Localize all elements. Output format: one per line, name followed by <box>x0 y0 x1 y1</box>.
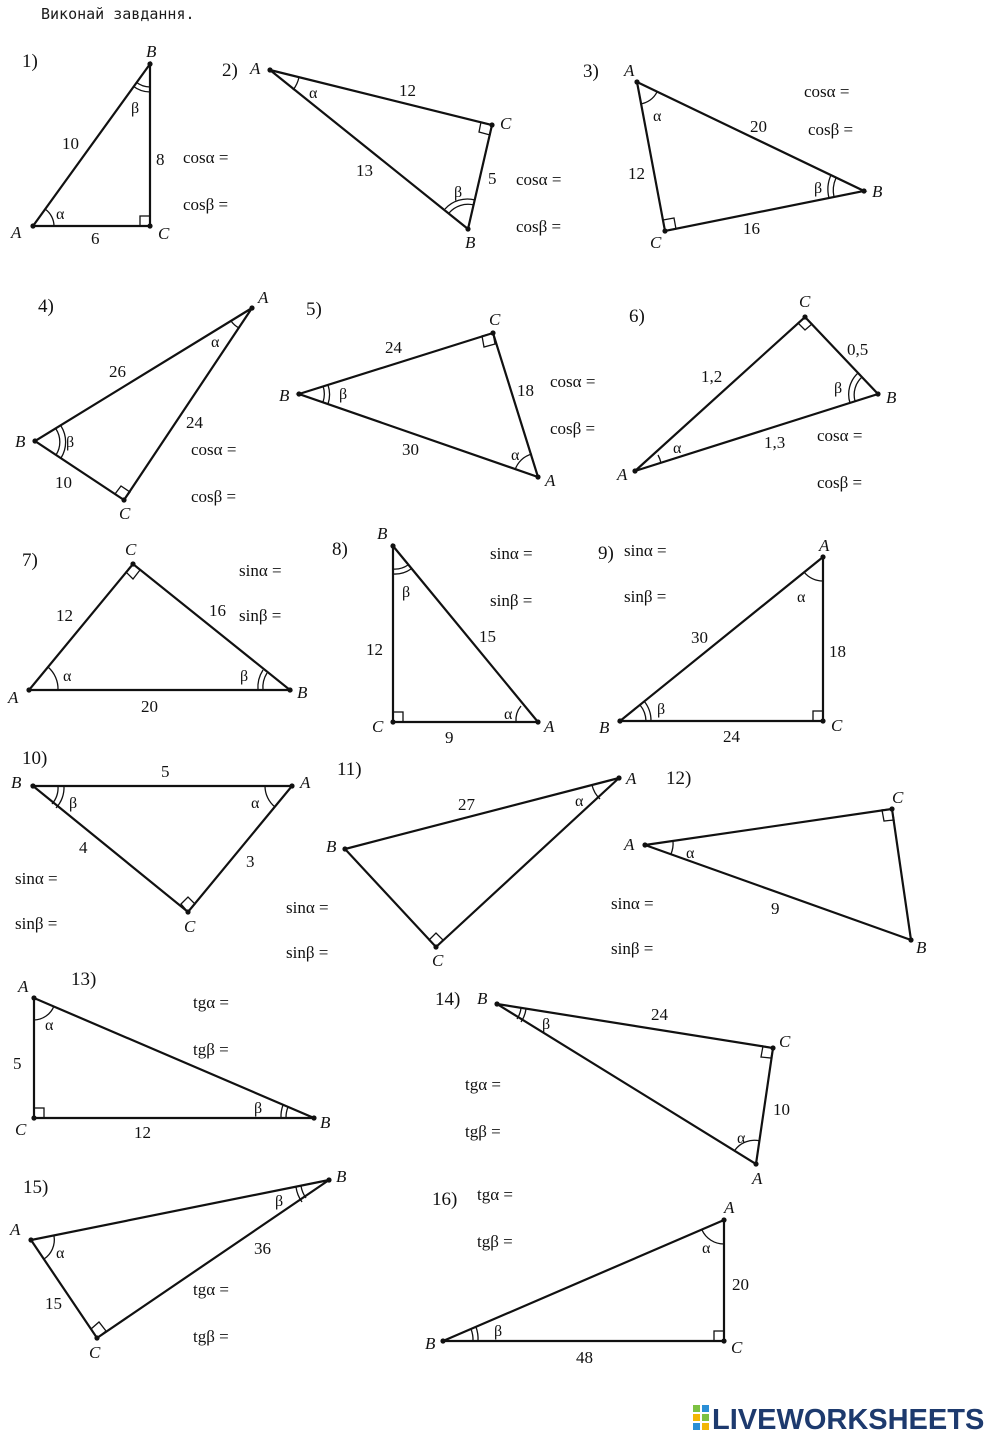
vertex-label: B <box>377 524 388 543</box>
side-length: 13 <box>356 161 373 180</box>
angle-label: α <box>702 1240 711 1257</box>
side-length: 8 <box>156 150 165 169</box>
answer-prompt[interactable]: tgα = <box>193 993 229 1012</box>
angle-label: β <box>240 668 249 685</box>
angle-alpha-arc <box>265 786 275 807</box>
triangle <box>637 82 864 231</box>
triangle <box>31 1180 329 1338</box>
side-length: 36 <box>254 1239 271 1258</box>
angle-label: α <box>56 1245 65 1262</box>
side-length: 30 <box>691 628 708 647</box>
vertex-label: B <box>320 1113 331 1132</box>
answer-prompt[interactable]: tgβ = <box>193 1327 229 1346</box>
problem-number: 5) <box>306 299 322 320</box>
brand-name: LIVEWORKSHEETS <box>712 1404 985 1436</box>
angle-beta-arc <box>393 569 411 574</box>
angle-beta-arc <box>828 175 831 198</box>
answer-prompt[interactable]: cosα = <box>516 170 562 189</box>
side-length: 20 <box>732 1275 749 1294</box>
angle-beta-arc <box>328 385 330 404</box>
side-length: 10 <box>773 1100 790 1119</box>
side-length: 48 <box>576 1348 593 1367</box>
triangle <box>270 70 492 229</box>
angle-beta-arc <box>56 429 60 455</box>
angle-beta-arc <box>281 1105 283 1118</box>
problem-number: 16) <box>432 1189 458 1210</box>
side-length: 10 <box>55 473 72 492</box>
right-angle-mark <box>91 1322 106 1338</box>
angle-label: β <box>657 701 666 718</box>
angle-beta-arc <box>286 1107 288 1118</box>
problem-6 <box>616 292 897 492</box>
vertex-label: B <box>916 938 927 957</box>
answer-prompt[interactable]: cosβ = <box>183 195 229 214</box>
angle-beta-arc <box>833 178 836 197</box>
problem-number: 7) <box>22 550 38 571</box>
vertex-label: C <box>119 504 131 523</box>
answer-prompt[interactable]: sinα = <box>624 541 667 560</box>
answer-prompt[interactable]: sinβ = <box>239 606 282 625</box>
vertex-label: C <box>799 292 811 311</box>
problem-number: 2) <box>222 60 238 81</box>
vertex-label: B <box>872 182 883 201</box>
vertex-label: B <box>146 42 157 61</box>
answer-prompt[interactable]: cosβ = <box>550 419 596 438</box>
side-length: 24 <box>723 727 740 746</box>
side-length: 30 <box>402 440 419 459</box>
problem-2 <box>222 59 561 252</box>
vertex-label: B <box>279 386 290 405</box>
angle-alpha-arc <box>516 706 521 722</box>
angle-alpha-arc <box>592 785 600 799</box>
angle-label: β <box>834 380 843 397</box>
vertex-label: B <box>15 432 26 451</box>
answer-prompt[interactable]: cosα = <box>191 440 237 459</box>
angle-label: α <box>511 447 520 464</box>
triangle <box>33 64 150 226</box>
problem-number: 9) <box>598 543 614 564</box>
vertex-label: A <box>624 61 635 80</box>
answer-prompt[interactable]: sinβ = <box>490 591 533 610</box>
side-length: 4 <box>79 838 88 857</box>
vertex-label: C <box>372 717 384 736</box>
vertex-label: A <box>8 688 19 707</box>
vertex-label: B <box>465 233 476 252</box>
side-length: 12 <box>366 640 383 659</box>
vertex-label: A <box>624 835 635 854</box>
answer-prompt[interactable]: cosα = <box>183 148 229 167</box>
brand-icon <box>693 1405 709 1430</box>
angle-label: α <box>686 845 695 862</box>
side-length: 24 <box>385 338 402 357</box>
triangle <box>393 546 538 722</box>
angle-label: α <box>309 85 318 102</box>
side-length: 12 <box>399 81 416 100</box>
vertex-label: C <box>184 917 196 936</box>
vertex-label: A <box>300 773 311 792</box>
side-length: 26 <box>109 362 126 381</box>
answer-prompt[interactable]: tgβ = <box>193 1040 229 1059</box>
problem-4 <box>15 288 269 523</box>
angle-label: β <box>66 434 75 451</box>
problem-number: 3) <box>583 61 599 82</box>
vertex-label: C <box>650 233 662 252</box>
vertex-label: B <box>326 837 337 856</box>
triangle <box>620 557 823 721</box>
vertex-label: C <box>125 540 137 559</box>
problem-number: 6) <box>629 306 645 327</box>
side-length: 16 <box>209 601 226 620</box>
problem-12 <box>611 768 927 958</box>
side-length: 1,2 <box>701 367 723 386</box>
angle-alpha-arc <box>293 77 299 90</box>
side-length: 1,3 <box>764 433 786 452</box>
angle-beta-arc <box>136 82 150 87</box>
answer-prompt[interactable]: sinα = <box>611 894 654 913</box>
problem-number: 11) <box>337 759 362 780</box>
angle-alpha-arc <box>44 1236 54 1259</box>
answer-prompt[interactable]: cosβ = <box>191 487 237 506</box>
vertex-label: C <box>489 310 501 329</box>
angle-alpha-arc <box>640 92 657 104</box>
angle-label: β <box>254 1100 263 1117</box>
vertex-label: A <box>617 465 628 484</box>
vertex-label: A <box>250 59 261 78</box>
side-length: 18 <box>517 381 534 400</box>
vertex-label: C <box>831 716 843 735</box>
vertex-label: C <box>500 114 512 133</box>
answer-prompt[interactable]: cosβ = <box>817 473 863 492</box>
answer-prompt[interactable]: sinβ = <box>286 943 329 962</box>
angle-label: β <box>339 386 348 403</box>
problem-5 <box>279 299 595 490</box>
angle-alpha-arc <box>804 572 823 581</box>
angle-alpha-arc <box>658 455 661 463</box>
angle-beta-arc <box>449 204 474 213</box>
problem-15 <box>9 1167 347 1362</box>
answer-prompt[interactable]: tgα = <box>477 1185 513 1204</box>
vertex-label: A <box>626 769 637 788</box>
side-length: 15 <box>45 1294 62 1313</box>
angle-label: α <box>797 589 806 606</box>
vertex-label: A <box>819 536 830 555</box>
problem-3 <box>583 61 883 252</box>
side-length: 9 <box>445 728 454 747</box>
answer-prompt[interactable]: sinα = <box>490 544 533 563</box>
angle-beta-arc <box>323 386 324 402</box>
problem-number: 4) <box>38 296 54 317</box>
vertex-label: B <box>336 1167 347 1186</box>
vertex-label: C <box>89 1343 101 1362</box>
angle-beta-arc <box>61 426 66 458</box>
vertex-label: A <box>258 288 269 307</box>
angle-label: β <box>69 795 78 812</box>
side-length: 27 <box>458 795 475 814</box>
side-length: 20 <box>750 117 767 136</box>
side-length: 5 <box>13 1054 22 1073</box>
answer-prompt[interactable]: cosα = <box>804 82 850 101</box>
angle-beta-arc <box>849 373 858 403</box>
angle-label: α <box>737 1130 746 1147</box>
vertex-label: B <box>599 718 610 737</box>
side-length: 10 <box>62 134 79 153</box>
angle-label: β <box>542 1016 551 1033</box>
side-length: 20 <box>141 697 158 716</box>
vertex-label: B <box>297 683 308 702</box>
triangle <box>497 1004 773 1164</box>
vertex-label: A <box>545 471 556 490</box>
side-length: 5 <box>488 169 497 188</box>
answer-prompt[interactable]: cosα = <box>550 372 596 391</box>
answer-prompt[interactable]: sinα = <box>15 869 58 888</box>
angle-alpha-arc <box>671 841 673 854</box>
vertex-label: B <box>425 1334 436 1353</box>
brand-logo[interactable] <box>693 1404 984 1436</box>
angle-label: α <box>653 108 662 125</box>
angle-alpha-arc <box>231 321 239 328</box>
vertex-label: A <box>18 977 29 996</box>
angle-label: α <box>504 706 513 723</box>
answer-prompt[interactable]: cosβ = <box>808 120 854 139</box>
angle-beta-arc <box>263 673 267 690</box>
problem-number: 14) <box>435 989 461 1010</box>
problem-13 <box>13 969 331 1142</box>
side-length: 15 <box>479 627 496 646</box>
side-length: 3 <box>246 852 255 871</box>
angle-label: α <box>211 334 220 351</box>
vertex-label: A <box>724 1198 735 1217</box>
answer-prompt[interactable]: sinβ = <box>15 914 58 933</box>
side-length: 24 <box>651 1005 668 1024</box>
triangle <box>35 308 252 500</box>
problem-9 <box>598 536 846 746</box>
answer-prompt[interactable]: tgβ = <box>465 1122 501 1141</box>
problem-16 <box>425 1185 749 1367</box>
angle-label: α <box>251 795 260 812</box>
problem-number: 8) <box>332 539 348 560</box>
problem-7 <box>7 540 308 716</box>
angle-alpha-arc <box>45 209 54 226</box>
angle-label: β <box>814 180 823 197</box>
angle-beta-arc <box>476 1327 478 1341</box>
side-length: 6 <box>91 229 100 248</box>
vertex-label: B <box>11 773 22 792</box>
angle-label: β <box>131 100 140 117</box>
vertex-label: C <box>15 1120 27 1139</box>
triangle <box>645 809 911 940</box>
problem-number: 12) <box>666 768 692 789</box>
problem-number: 10) <box>22 748 48 769</box>
side-length: 12 <box>628 164 645 183</box>
angle-beta-arc <box>471 1329 473 1341</box>
problem-11 <box>286 759 637 970</box>
vertex-label: C <box>432 951 444 970</box>
answer-prompt[interactable]: cosβ = <box>516 217 562 236</box>
problem-1 <box>10 42 228 248</box>
angle-beta-arc <box>854 377 862 401</box>
vertex-label: B <box>477 989 488 1008</box>
answer-prompt[interactable]: sinβ = <box>624 587 667 606</box>
angle-label: α <box>575 793 584 810</box>
vertex-label: B <box>886 388 897 407</box>
vertex-label: C <box>158 224 170 243</box>
angle-beta-arc <box>393 565 408 569</box>
angle-label: β <box>402 584 411 601</box>
vertex-label: C <box>892 788 904 807</box>
angle-label: α <box>673 440 682 457</box>
answer-prompt[interactable]: cosα = <box>817 426 863 445</box>
problem-8 <box>332 524 555 747</box>
side-length: 0,5 <box>847 340 869 359</box>
vertex-label: C <box>731 1338 743 1357</box>
answer-prompt[interactable]: tgα = <box>193 1280 229 1299</box>
angle-label: β <box>454 184 463 201</box>
angle-beta-arc <box>640 705 646 721</box>
vertex-label: A <box>11 223 22 242</box>
problem-number: 13) <box>71 969 97 990</box>
answer-prompt[interactable]: sinβ = <box>611 939 654 958</box>
answer-prompt[interactable]: sinα = <box>239 561 282 580</box>
side-length: 16 <box>743 219 760 238</box>
problem-10 <box>11 748 311 936</box>
angle-beta-arc <box>644 701 651 721</box>
answer-prompt[interactable]: tgα = <box>465 1075 501 1094</box>
instruction: Виконай завдання. <box>41 5 195 23</box>
angle-label: β <box>275 1193 284 1210</box>
answer-prompt[interactable]: tgβ = <box>477 1232 513 1251</box>
angle-label: α <box>63 668 72 685</box>
problem-14 <box>435 989 791 1188</box>
problem-number: 1) <box>22 51 38 72</box>
angle-label: α <box>45 1017 54 1034</box>
vertex-label: A <box>544 717 555 736</box>
vertex-label: A <box>10 1220 21 1239</box>
vertex-label: C <box>779 1032 791 1051</box>
angle-alpha-arc <box>48 667 58 690</box>
angle-label: β <box>494 1323 503 1340</box>
vertex-label: A <box>752 1169 763 1188</box>
side-length: 5 <box>161 762 170 781</box>
problem-number: 15) <box>23 1177 49 1198</box>
side-length: 24 <box>186 413 203 432</box>
side-length: 12 <box>56 606 73 625</box>
triangle <box>34 998 314 1118</box>
side-length: 18 <box>829 642 846 661</box>
answer-prompt[interactable]: sinα = <box>286 898 329 917</box>
side-length: 12 <box>134 1123 151 1142</box>
side-length: 9 <box>771 899 780 918</box>
angle-label: α <box>56 206 65 223</box>
